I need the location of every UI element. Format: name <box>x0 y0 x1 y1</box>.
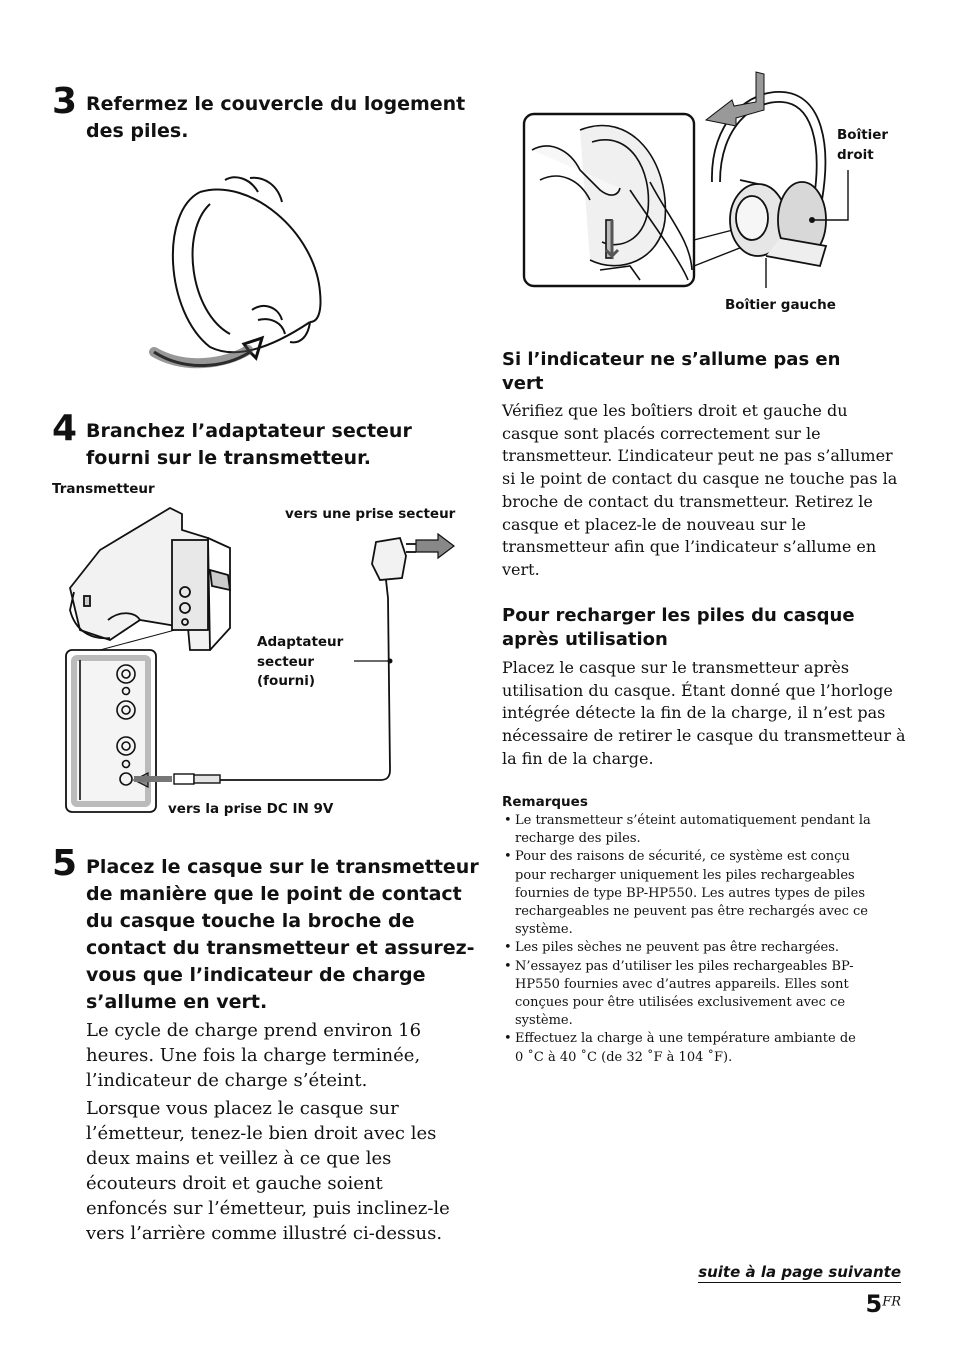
body-recharge: Placez le casque sur le transmetteur après utilisation du casque. Étant donné que l’horloge intégrée détecte la fin de la charge, il n’est pas nécessaire de retirer le casque du transmetteur à la fin de la charge. <box>502 658 906 768</box>
label-boitier-gauche: Boîtier gauche <box>725 297 836 313</box>
notes-list <box>502 812 902 1067</box>
notes-title: Remarques <box>502 794 588 810</box>
page-number: $5^{FR}$ <box>865 1290 901 1318</box>
note-item: • N’essayez pas d’utiliser les piles rechargeables BP- HP550 fournies avec d’autres appareils. Elles sont conçues pour être utilisées exclusivement avec ce système. <box>502 958 902 1031</box>
note-item: • Effectuez la charge à une température ambiante de 0 ˚C à 40 ˚C (de 32 ˚F à 104 ˚F). <box>502 1030 902 1066</box>
note-item: • Les piles sèches ne peuvent pas être rechargées. <box>502 939 902 957</box>
step-5-number: 5 <box>52 843 78 884</box>
label-outlet: vers une prise secteur <box>285 506 456 522</box>
label-boitier-droit: Boîtier droit <box>837 127 889 163</box>
step-4-title: Branchez l’adaptateur secteur fourni sur le transmetteur. <box>86 420 412 469</box>
step-3-number: 3 <box>52 81 78 122</box>
heading-recharge: Pour recharger les piles du casque après utilisation <box>502 605 855 650</box>
push-down-arrow <box>706 72 764 126</box>
transmitter-diagram <box>60 500 460 820</box>
body-indicator: Vérifiez que les boîtiers droit et gauche du casque sont placés correctement sur le transmetteur. L’indicateur peut ne pas s’allumer si le point de contact du casque ne touche pas la broche de contact du transmetteur. Retirez le casque et placez-le de nouveau sur le transmetteur afin que l’indicateur s’allume en vert. <box>502 401 898 579</box>
label-adapter: Adaptateur secteur (fourni) <box>257 634 344 689</box>
step-5-paragraph-2: Lorsque vous placez le casque sur l’émetteur, tenez-le bien droit avec les deux mains et veillez à ce que les écouteurs droit et gauche soient enfoncés sur l’émetteur, puis inclinez-le vers l’arrière comme illustré ci-dessus. <box>86 1098 450 1244</box>
note-item: • Pour des raisons de sécurité, ce système est conçu pour recharger uniquement les piles rechargeables fournies de type BP-HP550. Les autres types de piles rechargeables ne peuvent pas être rechargés avec ce système. <box>502 848 902 939</box>
outlet-arrow <box>416 534 454 558</box>
label-dcin: vers la prise DC IN 9V <box>168 801 334 817</box>
step-5-title: Placez le casque sur le transmetteur de manière que le point de contact du casque touche la broche de contact du transmetteur et assurez- vous que l’indicateur de charge s’allume en vert. <box>86 856 479 1013</box>
label-transmetteur: Transmetteur <box>52 481 155 497</box>
step-5-paragraph-1: Le cycle de charge prend environ 16 heures. Une fois la charge terminée, l’indicateur de charge s’éteint. <box>86 1020 422 1091</box>
step-3-title: Refermez le couvercle du logement des piles. <box>86 93 466 142</box>
note-item: • Le transmetteur s’éteint automatiquement pendant la recharge des piles. <box>502 812 902 848</box>
step-4-number: 4 <box>52 408 78 449</box>
headset-diagram <box>520 70 860 300</box>
heading-indicator: Si l’indicateur ne s’allume pas en vert <box>502 349 841 394</box>
earcup-illustration <box>140 172 340 372</box>
continued-note: suite à la page suivante <box>698 1263 901 1281</box>
